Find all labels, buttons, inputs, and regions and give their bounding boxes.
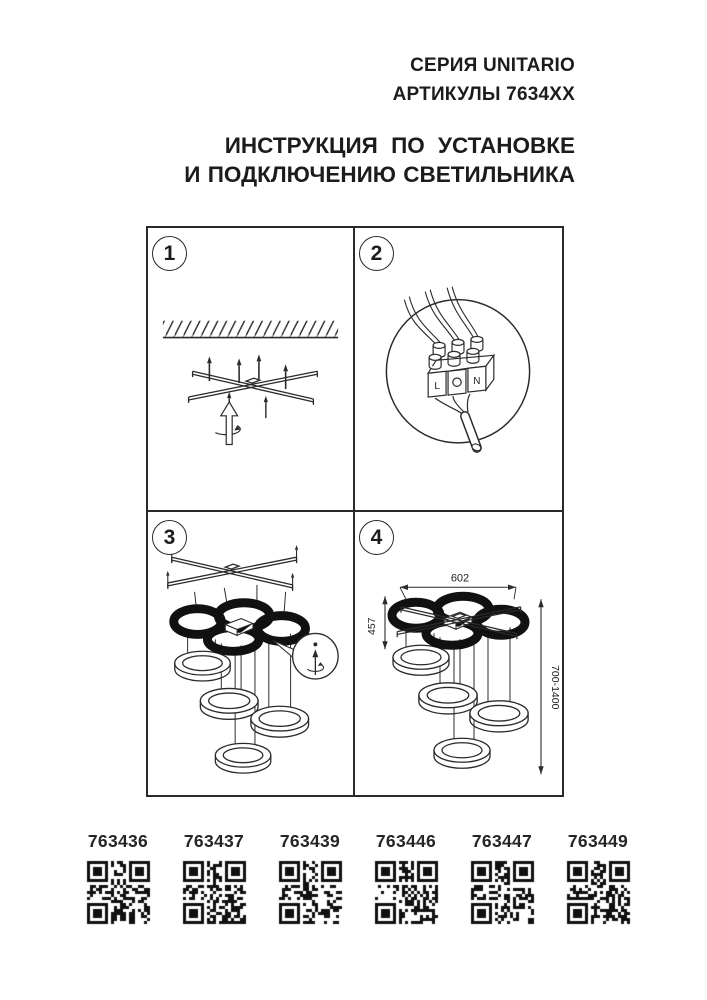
- qr-code: [470, 860, 535, 925]
- terminal-label-neutral: N: [473, 376, 481, 388]
- step-3-panel: [148, 512, 355, 796]
- article-item: [181, 831, 247, 925]
- title-line-2: И ПОДКЛЮЧЕНИЮ СВЕТИЛЬНИКА: [184, 161, 575, 187]
- luminaire-assembly-illustration: [148, 512, 353, 796]
- height-dimension-label: 700-1400: [549, 664, 561, 709]
- qr-code: [86, 860, 151, 925]
- article-code-label: 763439: [279, 831, 341, 851]
- article-item: [373, 831, 439, 925]
- qr-code: [182, 860, 247, 925]
- articles-title: АРТИКУЛЫ 7634ХХ: [392, 83, 575, 105]
- luminaire-rings: [174, 602, 309, 772]
- mounting-bracket: [189, 354, 318, 418]
- article-code-label: 763449: [567, 831, 629, 851]
- screw-in-arrow-icon: [215, 402, 240, 445]
- title-line-1: ИНСТРУКЦИЯ ПО УСТАНОВКЕ: [224, 133, 575, 158]
- wiring-illustration: [355, 228, 562, 510]
- qr-code: [566, 860, 631, 925]
- step-number-badge: 3: [152, 520, 187, 555]
- article-code-label: 763447: [471, 831, 533, 851]
- article-code-label: 763437: [183, 831, 245, 851]
- step-1-panel: [148, 228, 355, 512]
- terminal-label-live: L: [434, 381, 440, 393]
- page-title: [184, 132, 575, 190]
- article-codes-row: [85, 831, 631, 925]
- article-item: [85, 831, 151, 925]
- article-code-label: 763446: [375, 831, 437, 851]
- step-number-badge: 4: [359, 520, 394, 555]
- step-number-badge: 2: [359, 236, 394, 271]
- document-header: [184, 52, 575, 190]
- installation-steps-grid: [146, 226, 564, 797]
- ceiling-mount-illustration: [148, 228, 353, 510]
- depth-dimension: [366, 596, 388, 649]
- height-dimension: [538, 599, 561, 774]
- ceiling-hatch: [163, 321, 338, 338]
- step-number-badge: 1: [152, 236, 187, 271]
- depth-dimension-label: 457: [366, 616, 378, 635]
- article-item: [565, 831, 631, 925]
- width-dimension-label: 602: [450, 571, 470, 584]
- qr-code: [278, 860, 343, 925]
- article-item: [277, 831, 343, 925]
- dimensions-illustration: [355, 512, 562, 796]
- step-4-panel: [355, 512, 562, 796]
- qr-code: [374, 860, 439, 925]
- mounting-bracket: [166, 545, 298, 591]
- step-2-panel: [355, 228, 562, 512]
- article-item: [469, 831, 535, 925]
- article-code-label: 763436: [87, 831, 149, 851]
- series-title: СЕРИЯ UNITARIO: [410, 55, 575, 76]
